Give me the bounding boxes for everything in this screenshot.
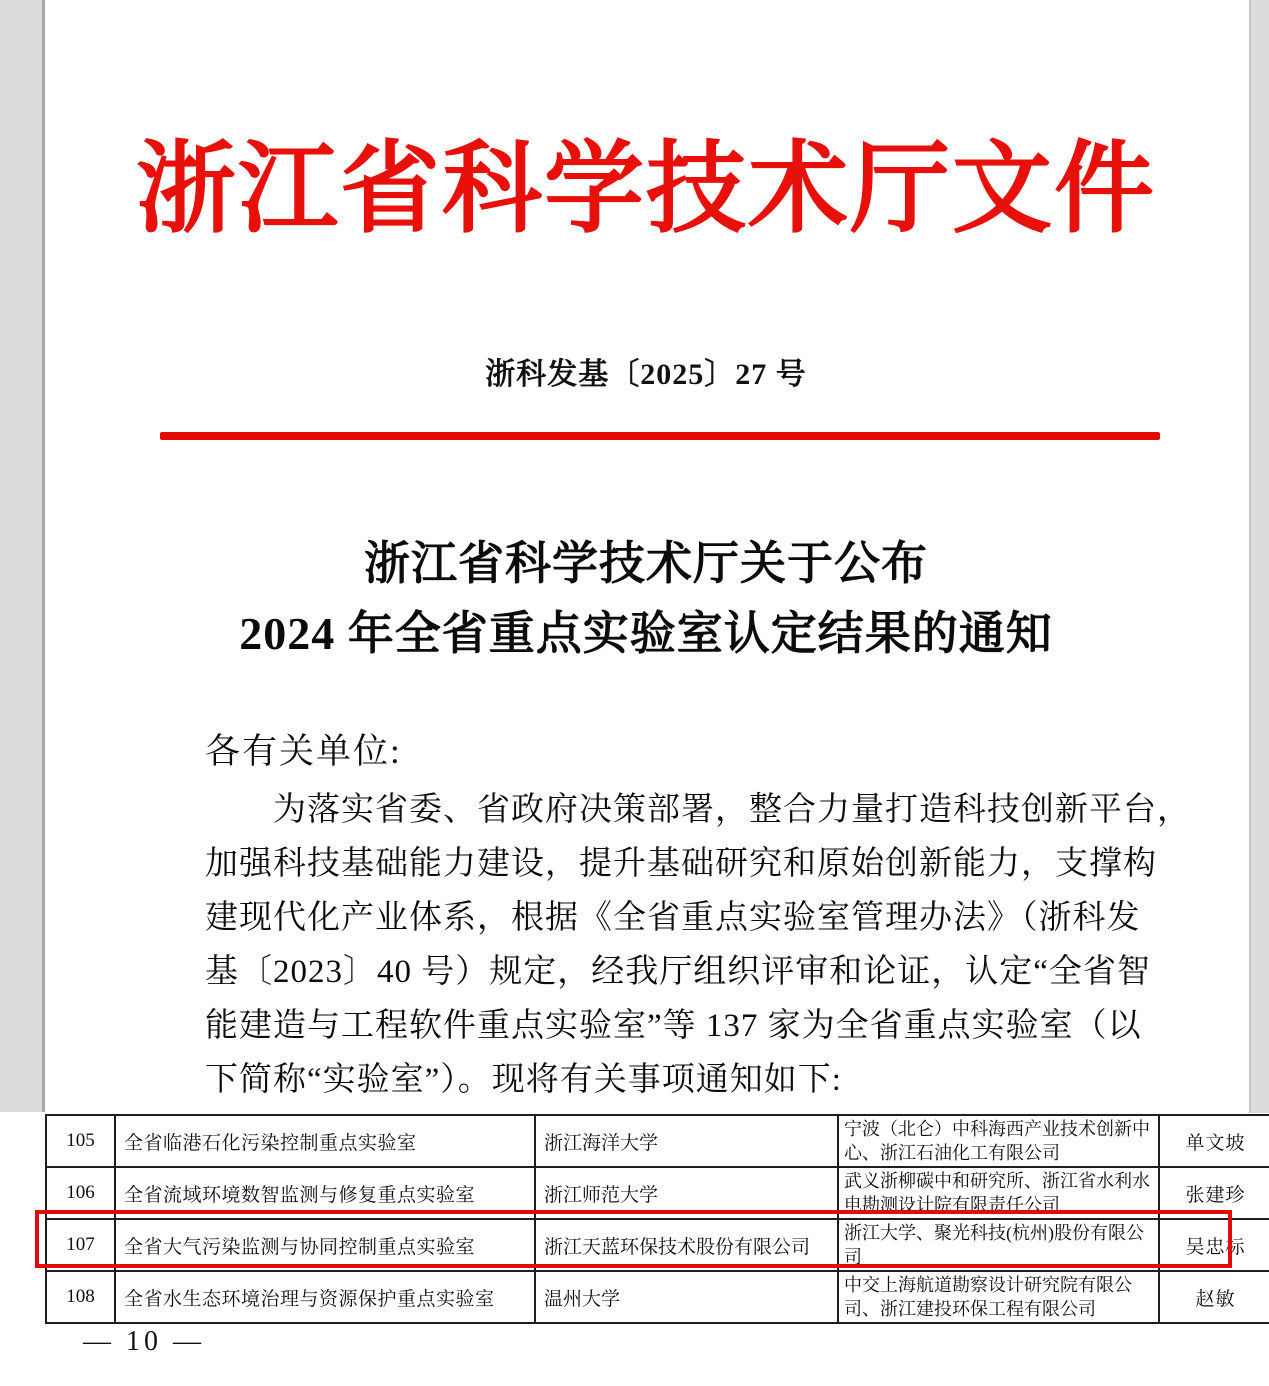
- page-left-margin: [0, 0, 45, 1112]
- director-cell: 张建珍: [1159, 1167, 1269, 1219]
- salutation: 各有关单位:: [205, 732, 402, 771]
- director-cell: 单文坡: [1159, 1115, 1269, 1167]
- body-line: 下简称“实验室”）。现将有关事项通知如下:: [205, 1062, 842, 1098]
- institution-cell: 浙江天蓝环保技术股份有限公司: [535, 1219, 838, 1271]
- letterhead-title: 浙江省科学技术厅文件: [136, 134, 1156, 245]
- document-number: 浙科发基〔2025〕27 号: [485, 358, 807, 391]
- notice-title-line2: 2024 年全省重点实验室认定结果的通知: [239, 608, 1053, 659]
- partners-cell: 中交上海航道勘察设计研究院有限公司、浙江建投环保工程有限公司: [838, 1271, 1159, 1323]
- body-line: 基〔2023〕40 号）规定，经我厅组织评审和论证，认定“全省智: [205, 954, 1151, 990]
- row-number-cell: 108: [46, 1271, 115, 1323]
- notice-title-line1: 浙江省科学技术厅关于公布: [364, 538, 928, 589]
- table-row: [46, 1271, 1269, 1323]
- row-number-cell: 106: [46, 1167, 115, 1219]
- body-line: 能建造与工程软件重点实验室”等 137 家为全省重点实验室（以: [205, 1008, 1142, 1044]
- institution-cell: 温州大学: [535, 1271, 838, 1323]
- director-cell: 赵敏: [1159, 1271, 1269, 1323]
- body-line: 建现代化产业体系，根据《全省重点实验室管理办法》（浙科发: [205, 900, 1141, 936]
- partners-cell: 武义浙柳碳中和研究所、浙江省水利水电勘测设计院有限责任公司: [838, 1167, 1159, 1219]
- table-row: [46, 1115, 1269, 1167]
- lab-name-cell: 全省临港石化污染控制重点实验室: [115, 1115, 535, 1167]
- results-table-section: [0, 1113, 1269, 1386]
- table-row-highlighted: [46, 1219, 1269, 1271]
- row-number-cell: 107: [46, 1219, 115, 1271]
- page-right-margin: [1249, 0, 1269, 1113]
- institution-cell: 浙江海洋大学: [535, 1115, 838, 1167]
- page-number: — 10 —: [83, 1326, 205, 1357]
- institution-cell: 浙江师范大学: [535, 1167, 838, 1219]
- lab-name-cell: 全省流域环境数智监测与修复重点实验室: [115, 1167, 535, 1219]
- body-line: 为落实省委、省政府决策部署，整合力量打造科技创新平台，: [273, 792, 1191, 828]
- body-line: 加强科技基础能力建设，提升基础研究和原始创新能力，支撑构: [205, 846, 1157, 882]
- lab-name-cell: 全省水生态环境治理与资源保护重点实验室: [115, 1271, 535, 1323]
- letterhead-red-rule: [160, 432, 1160, 440]
- body-paragraph: [205, 783, 1191, 1107]
- row-number-cell: 105: [46, 1115, 115, 1167]
- partners-cell: 宁波（北仑）中科海西产业技术创新中心、浙江石油化工有限公司: [838, 1115, 1159, 1167]
- table-row: [46, 1167, 1269, 1219]
- partners-cell: 浙江大学、聚光科技(杭州)股份有限公司: [838, 1219, 1159, 1271]
- lab-name-cell: 全省大气污染监测与协同控制重点实验室: [115, 1219, 535, 1271]
- labs-table: [45, 1114, 1269, 1324]
- director-cell: 吴忠标: [1159, 1219, 1269, 1271]
